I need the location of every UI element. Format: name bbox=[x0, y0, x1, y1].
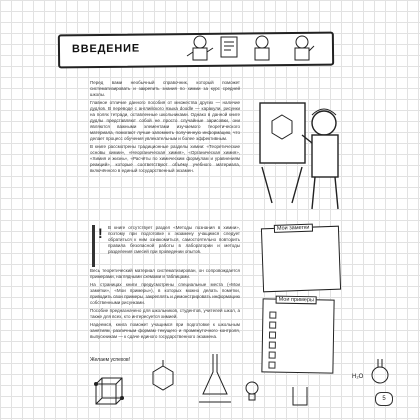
notes-card[interactable] bbox=[261, 226, 341, 293]
examples-card-title: Мои примеры bbox=[276, 296, 317, 305]
scientist-icon bbox=[288, 34, 316, 62]
body-text-2 bbox=[90, 268, 240, 342]
checkbox[interactable] bbox=[269, 311, 276, 318]
notes-card-title: Мои заметки bbox=[274, 224, 313, 233]
exclamation-icon: ! bbox=[98, 225, 103, 241]
notice-bar bbox=[92, 225, 95, 267]
checkbox[interactable] bbox=[269, 351, 276, 358]
notice-box bbox=[92, 225, 240, 267]
page-title: ВВЕДЕНИЕ bbox=[71, 42, 141, 56]
checkbox[interactable] bbox=[269, 341, 276, 348]
examples-card[interactable] bbox=[261, 298, 334, 373]
intro-p2: Главное отличие данного пособия от множества других — наличие дудлов. В переводе с английского языка doodle — каракули, рисунки на полях тетради, оставленные школьниками. Однако в данной книге дудлы представляют собой не просто случайные зарисовки, они являются важными элементами изучаемого теоретического материала, помогают лучше запомнить полученную информацию, что делает процесс обучения увлекательным и более эффективным. bbox=[90, 100, 240, 141]
body2-p3: Пособие предназначено для школьников, студентов, учителей школ, а также для всех, кто интересуется химией. bbox=[90, 308, 240, 319]
intro-text bbox=[90, 80, 240, 176]
beaker-icon bbox=[290, 385, 310, 407]
body2-p2: На страницах книги предусмотрены специальные места («Мои заметки», «Мои примеры»), в которых можно делать пометки, приводить свои примеры, закреплять и демонстрировать информацию собственными рисунками. bbox=[90, 282, 240, 305]
formula-text: H₂O bbox=[352, 374, 364, 380]
checkbox[interactable] bbox=[269, 331, 276, 338]
checkbox[interactable] bbox=[269, 321, 276, 328]
checkbox[interactable] bbox=[268, 361, 275, 368]
closing-text: Желаем успехов! bbox=[90, 357, 131, 363]
crystal-lattice-icon bbox=[88, 372, 128, 412]
page-number: 5 bbox=[375, 392, 393, 406]
lightbulb-icon bbox=[244, 380, 260, 404]
intro-p1: Перед вами необычный справочник, который поможет систематизировать и закрепить знания по химии за курс средней школы. bbox=[90, 80, 240, 97]
tablet-icon bbox=[218, 34, 240, 60]
body2-p1: Весь теоретический материал систематизирован, он сопровождается примерами, наглядными схемами и таблицами. bbox=[90, 268, 240, 279]
professor-board-icon bbox=[252, 95, 352, 215]
round-flask-icon bbox=[368, 355, 392, 385]
molecule-icon bbox=[148, 360, 178, 394]
flask-stand-icon bbox=[195, 350, 235, 410]
notice-text: В книге отсутствует раздел «Методы познания в химии», поэтому при подготовке к экзамену учащимся следует обратиться к ним ознакомиться, самостоятельно повторить правила безопасной работы в лаборатории и методы разделения смесей при проведении опытов. bbox=[108, 225, 240, 254]
body2-p4: Надеемся, книга поможет учащимся при подготовке к школьным занятиям, различным формам текущего и промежуточного контроля, выпускникам — к сдаче единого государственного экзамена. bbox=[90, 322, 240, 339]
scientist-icon bbox=[248, 34, 276, 62]
intro-p3: В книге рассмотрены традиционные разделы химии: «Теоретические основы химии», «Неорганическая химия», «Органическая химия», «Химия и жизнь», «Расчёты по химическим формулам и уравнениям реакций», которые соответствуют объёму учебного материала, включённого в единый государственный экзамен. bbox=[90, 144, 240, 173]
chemist-icon bbox=[185, 34, 215, 62]
